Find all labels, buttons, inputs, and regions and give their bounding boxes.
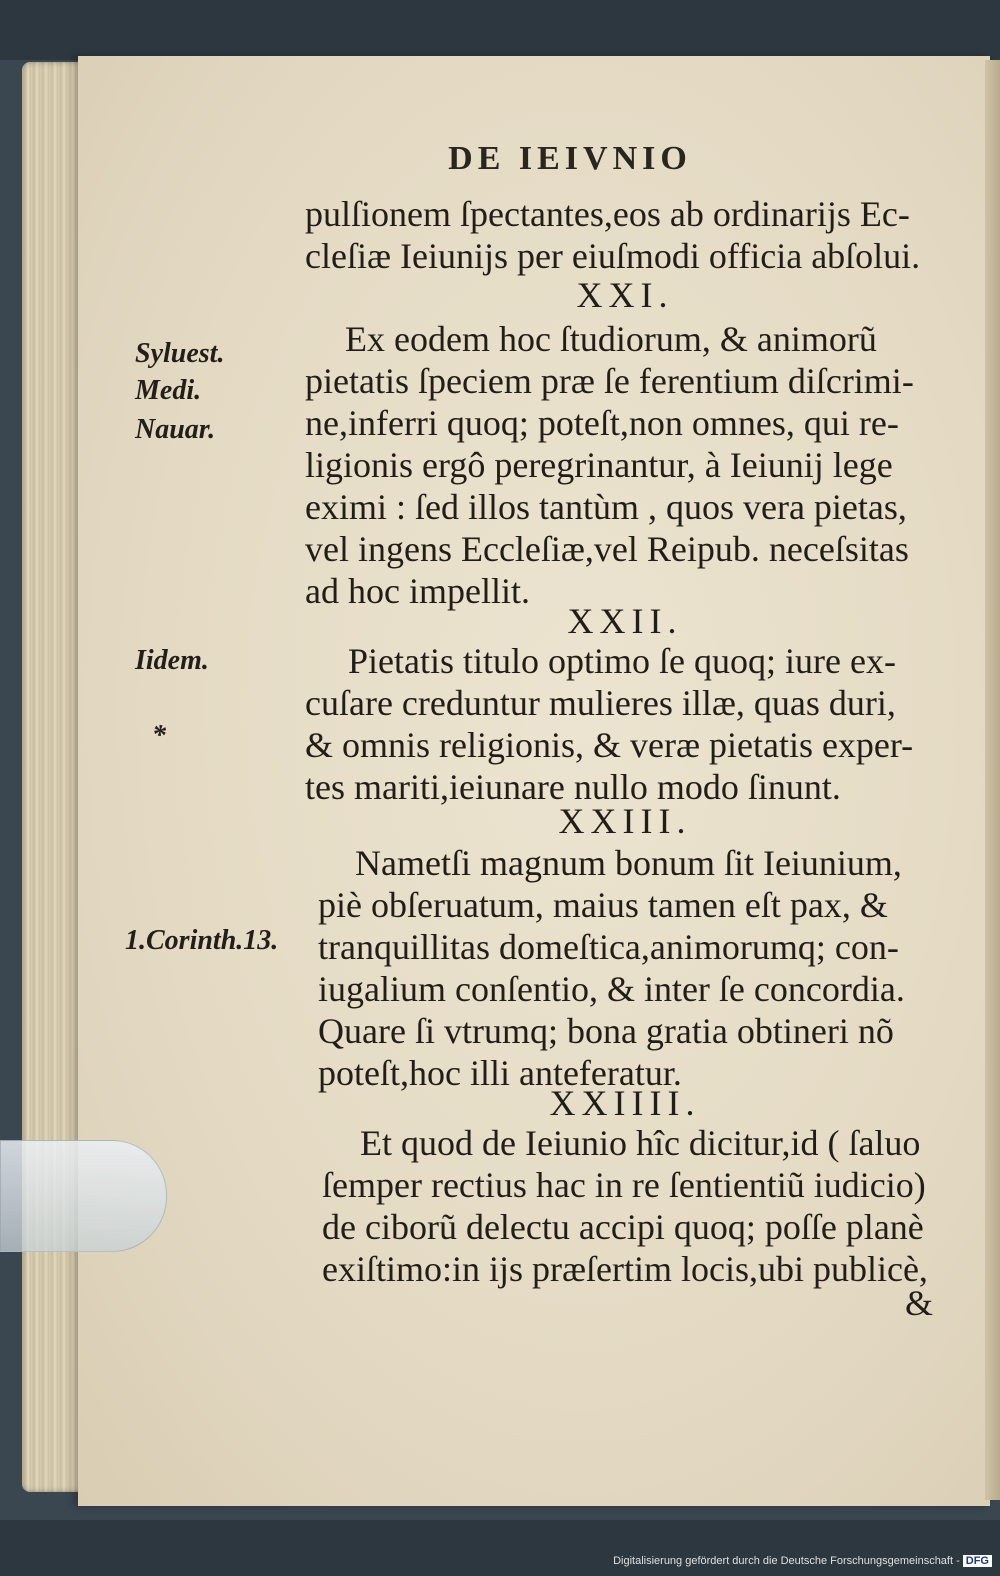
margin-note: * — [152, 720, 166, 751]
text-line: Et quod de Ieiunio hîc dicitur,id ( ſaluo — [360, 1123, 921, 1163]
scan-background-bottom — [0, 1520, 1000, 1576]
text-line: ſemper rectius hac in re ſentientiũ iudicio) — [322, 1165, 926, 1205]
text-line: poteſt,hoc illi anteferatur. — [318, 1053, 682, 1093]
text-line: Ex eodem hoc ſtudiorum, & animorũ — [345, 319, 877, 359]
text-line: cleſiæ Ieiunijs per eiuſmodi officia abſolui. — [305, 236, 921, 276]
section-number: XXII. — [567, 601, 683, 641]
catchword: & — [905, 1283, 934, 1323]
text-line: iugalium conſentio, & inter ſe concordia. — [318, 969, 905, 1009]
section-number: XXIII. — [558, 801, 692, 841]
text-line: Quare ſi vtrumq; bona gratia obtineri nõ — [318, 1011, 894, 1051]
running-header: DE IEIVNIO — [448, 140, 692, 177]
text-line: de ciborũ delectu accipi quoq; poſſe planè — [322, 1207, 924, 1247]
text-line: Nametſi magnum bonum ſit Ieiunium, — [355, 843, 902, 883]
text-line: ad hoc impellit. — [305, 571, 530, 611]
text-line: piè obſeruatum, maius tamen eſt pax, & — [318, 885, 888, 925]
footer-text: Digitalisierung gefördert durch die Deutsche Forschungsgemeinschaft - — [613, 1555, 960, 1567]
margin-note: Iidem. — [135, 645, 209, 676]
text-line: exiſtimo:in ijs præſertim locis,ubi publicè, — [322, 1249, 928, 1289]
text-line: ligionis ergô peregrinantur, à Ieiunij lege — [305, 445, 893, 485]
text-line: & omnis religionis, & veræ pietatis exper- — [305, 725, 914, 765]
text-line: Pietatis titulo optimo ſe quoq; iure ex- — [348, 641, 896, 681]
page-right-edge — [985, 60, 1000, 1500]
margin-note: Medi. — [135, 375, 202, 406]
text-line: eximi : ſed illos tantùm , quos vera pietas, — [305, 487, 907, 527]
text-line: pulſionem ſpectantes,eos ab ordinarijs Ec- — [305, 194, 910, 234]
text-line: cuſare creduntur mulieres illæ, quas duri, — [305, 683, 896, 723]
margin-note: Syluest. — [135, 338, 225, 369]
dfg-logo: DFG — [963, 1555, 992, 1567]
text-line: ne,inferri quoq; poteſt,non omnes, qui re- — [305, 403, 899, 443]
text-line: pietatis ſpeciem præ ſe ferentium diſcrimi- — [305, 361, 914, 401]
text-line: tes mariti,ieiunare nullo modo ſinunt. — [305, 767, 841, 807]
digitization-credit — [613, 1555, 992, 1567]
margin-note: Nauar. — [135, 414, 216, 445]
margin-note: 1.Corinth.13. — [125, 925, 279, 956]
text-line: tranquillitas domeſtica,animorumq; con- — [318, 927, 899, 967]
section-number: XXI. — [576, 275, 674, 315]
scan-background-top — [0, 0, 1000, 60]
page-clip — [0, 1140, 167, 1252]
text-line: vel ingens Eccleſiæ,vel Reipub. neceſsitas — [305, 529, 909, 569]
section-number: XXIIII. — [549, 1083, 701, 1123]
